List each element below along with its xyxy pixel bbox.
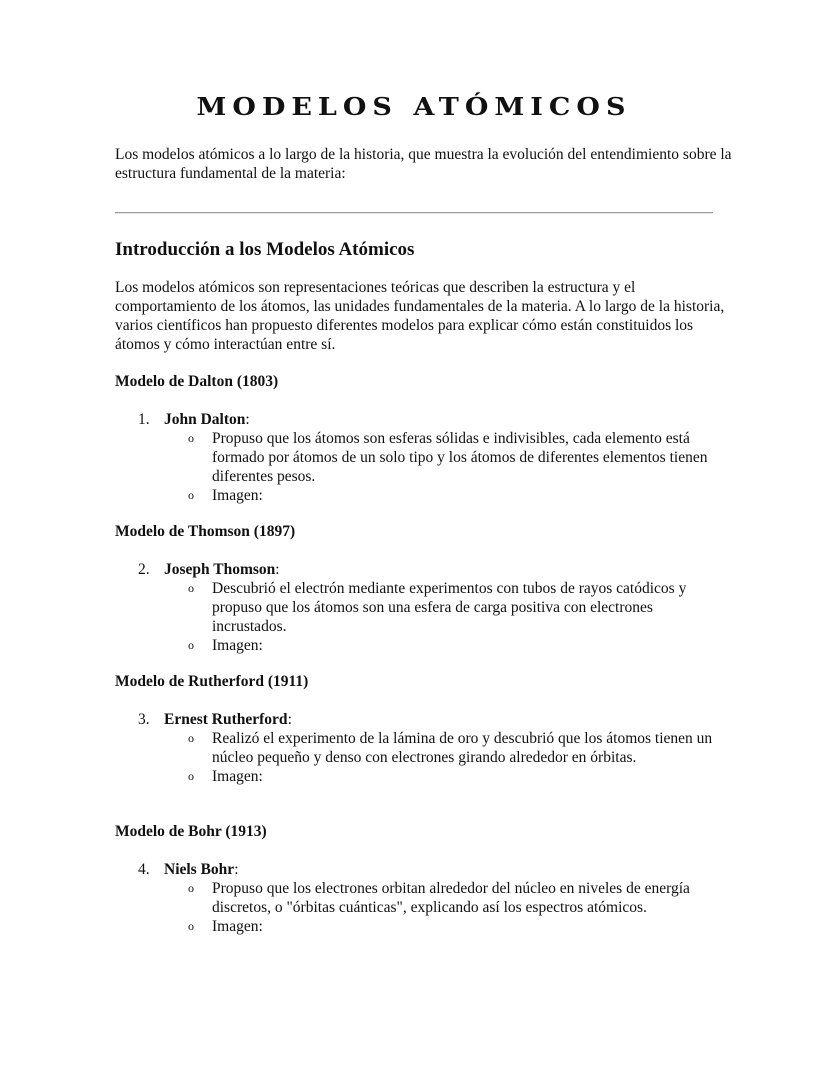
list-item	[188, 579, 718, 636]
bullet-circle-icon: o	[188, 431, 194, 445]
image-label: Imagen:	[212, 918, 263, 935]
intro-paragraph: Los modelos atómicos son representaciones teóricas que describen la estructura y el comportamiento de los átomos, las unidades fundamentales de la materia. A lo largo de la historia, varios científicos han propuesto diferentes modelos para explicar cómo están constituidos los átomos y cómo interactúan entre sí.	[115, 279, 725, 353]
model-bullets-dalton	[188, 429, 718, 505]
scientist-suffix: :	[287, 711, 292, 728]
scientist-name: Ernest Rutherford	[164, 711, 288, 728]
scientist-suffix: :	[275, 561, 280, 578]
model-heading-thomson: Modelo de Thomson (1897)	[115, 523, 296, 540]
model-item-bohr	[138, 860, 738, 879]
model-heading-dalton: Modelo de Dalton (1803)	[115, 373, 279, 390]
list-item	[188, 486, 718, 505]
model-bullets-rutherford	[188, 729, 718, 786]
model-heading-rutherford: Modelo de Rutherford (1911)	[115, 673, 309, 690]
bullet-circle-icon: o	[188, 731, 194, 745]
model-description: Descubrió el electrón mediante experimentos con tubos de rayos catódicos y propuso que los átomos son una esfera de carga positiva con electrones incrustados.	[212, 580, 687, 635]
model-bullets-thomson	[188, 579, 718, 655]
list-item	[188, 767, 718, 786]
scientist-name: John Dalton	[164, 411, 246, 428]
model-item-dalton	[138, 410, 738, 429]
model-item-rutherford	[138, 710, 738, 729]
scientist-suffix: :	[234, 861, 239, 878]
page-title: MODELOS ATÓMICOS	[196, 93, 632, 122]
model-description: Realizó el experimento de la lámina de oro y descubrió que los átomos tienen un núcleo pequeño y denso con electrones girando alrededor en órbitas.	[212, 730, 713, 766]
bullet-circle-icon: o	[188, 769, 194, 783]
list-item	[188, 636, 718, 655]
model-description: Propuso que los átomos son esferas sólidas e indivisibles, cada elemento está formado por átomos de un solo tipo y los átomos de diferentes elementos tienen diferentes pesos.	[212, 430, 708, 485]
bullet-circle-icon: o	[188, 581, 194, 595]
bullet-circle-icon: o	[188, 919, 194, 933]
intro-text: Los modelos atómicos a lo largo de la historia, que muestra la evolución del entendimiento sobre la estructura fundamental de la materia:	[115, 146, 732, 182]
bullet-circle-icon: o	[188, 881, 194, 895]
section-title-intro: Introducción a los Modelos Atómicos	[115, 239, 415, 260]
scientist-name: Joseph Thomson	[164, 561, 276, 578]
list-number: 4.	[138, 861, 150, 878]
list-number: 2.	[138, 561, 150, 578]
scientist-suffix: :	[245, 411, 250, 428]
image-label: Imagen:	[212, 637, 263, 654]
bullet-circle-icon: o	[188, 638, 194, 652]
list-item	[188, 429, 718, 486]
bullet-circle-icon: o	[188, 488, 194, 502]
model-heading-bohr: Modelo de Bohr (1913)	[115, 823, 267, 840]
model-bullets-bohr	[188, 879, 718, 936]
list-item	[188, 729, 718, 767]
list-number: 1.	[138, 411, 150, 428]
image-label: Imagen:	[212, 768, 263, 785]
horizontal-divider	[115, 212, 713, 214]
list-item	[188, 879, 718, 917]
list-number: 3.	[138, 711, 150, 728]
list-item	[188, 917, 718, 936]
model-item-thomson	[138, 560, 738, 579]
image-label: Imagen:	[212, 487, 263, 504]
model-description: Propuso que los electrones orbitan alrededor del núcleo en niveles de energía discretos, o "órbitas cuánticas", explicando así los espectros atómicos.	[212, 880, 690, 916]
scientist-name: Niels Bohr	[164, 861, 235, 878]
